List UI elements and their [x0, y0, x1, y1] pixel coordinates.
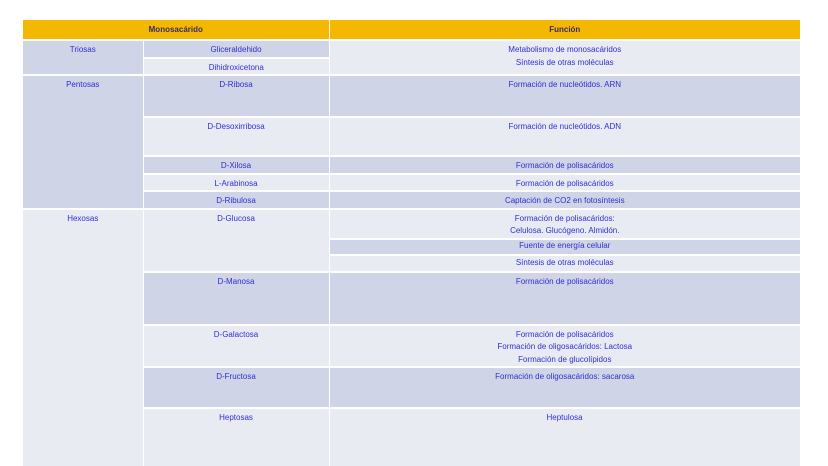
monosaccharide-function-table: [23, 20, 800, 466]
cell-glucosa: D-Glucosa: [143, 209, 329, 272]
group-hexosas: Hexosas: [23, 209, 143, 466]
cell-fructosa: D-Fructosa: [143, 367, 329, 408]
funcion-line: Síntesis de otras moléculas: [515, 57, 614, 67]
cell-xilosa: D-Xilosa: [143, 156, 329, 174]
table-row: [23, 75, 800, 117]
funcion-line: Formación de glucolípidos: [518, 354, 612, 364]
cell-ribulosa-funcion: Captación de CO2 en fotosíntesis: [329, 191, 800, 209]
cell-arabinosa: L-Arabinosa: [143, 174, 329, 192]
group-triosas: Triosas: [23, 40, 143, 75]
header-monosacarido: Monosacárido: [23, 20, 329, 40]
funcion-line: Formación de polisacáridos:: [514, 213, 615, 223]
cell-ribosa-funcion: Formación de nucleótidos. ARN: [329, 75, 800, 117]
cell-manosa-funcion: Formación de polisacáridos: [329, 272, 800, 325]
cell-glucosa-funcion-3: Síntesis de otras moléculas: [329, 255, 800, 272]
cell-glucosa-funcion-1: [329, 209, 800, 239]
cell-glucosa-funcion-2: Fuente de energía celular: [329, 239, 800, 255]
cell-xilosa-funcion: Formación de polisacáridos: [329, 156, 800, 174]
table-row: [23, 40, 800, 58]
cell-desoxirribosa: D-Desoxirribosa: [143, 117, 329, 156]
cell-gliceraldehido: Gliceraldehido: [143, 40, 329, 58]
funcion-line: Formación de oligosacáridos: Lactosa: [497, 342, 633, 351]
cell-fructosa-funcion: Formación de oligosacáridos: sacarosa: [329, 367, 800, 408]
cell-galactosa: D-Galactosa: [143, 325, 329, 368]
table-row: [23, 209, 800, 239]
funcion-line: Formación de polisacáridos: [515, 329, 614, 339]
cell-dihidroxicetona: Dihidroxicetona: [143, 58, 329, 76]
cell-arabinosa-funcion: Formación de polisacáridos: [329, 174, 800, 192]
funcion-line: Metabolismo de monosacáridos: [508, 45, 622, 54]
cell-ribulosa: D-Ribulosa: [143, 191, 329, 209]
cell-heptulosa: Heptulosa: [329, 408, 800, 466]
table-header-row: [23, 20, 800, 40]
cell-manosa: D-Manosa: [143, 272, 329, 325]
cell-triosas-funcion: [329, 40, 800, 75]
cell-desoxirribosa-funcion: Formación de nucleótidos. ADN: [329, 117, 800, 156]
group-pentosas: Pentosas: [23, 75, 143, 209]
header-funcion: Función: [329, 20, 800, 40]
funcion-line: Celulosa. Glucógeno. Almidón.: [510, 226, 620, 235]
group-heptosas: Heptosas: [143, 408, 329, 466]
cell-ribosa: D-Ribosa: [143, 75, 329, 117]
cell-galactosa-funcion: [329, 325, 800, 368]
